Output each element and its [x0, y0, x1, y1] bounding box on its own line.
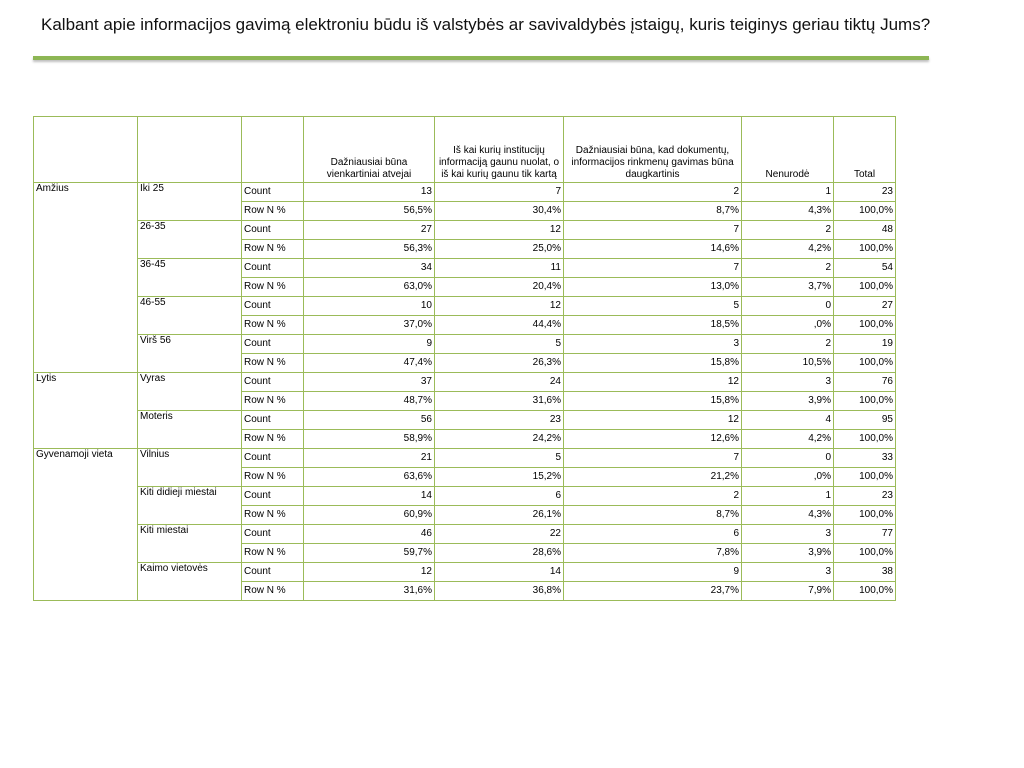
statistic-label: Count [242, 183, 304, 202]
value-total: 54 [834, 259, 896, 278]
value-not-specified: 0 [742, 297, 834, 316]
statistic-label: Count [242, 525, 304, 544]
statistic-label: Row N % [242, 544, 304, 563]
value-repeated: 9 [564, 563, 742, 582]
value-one-time: 56 [304, 411, 435, 430]
value-mixed: 6 [435, 487, 564, 506]
statistic-label: Row N % [242, 430, 304, 449]
value-mixed: 20,4% [435, 278, 564, 297]
value-one-time: 59,7% [304, 544, 435, 563]
variable-label: Amžius [34, 183, 138, 373]
statistic-label: Row N % [242, 278, 304, 297]
value-mixed: 26,3% [435, 354, 564, 373]
value-total: 38 [834, 563, 896, 582]
value-mixed: 12 [435, 297, 564, 316]
value-not-specified: 3 [742, 563, 834, 582]
value-total: 100,0% [834, 202, 896, 221]
value-mixed: 15,2% [435, 468, 564, 487]
value-repeated: 12,6% [564, 430, 742, 449]
table-row-count [34, 335, 896, 354]
statistic-label: Count [242, 563, 304, 582]
header-not-specified: Nenurodė [742, 117, 834, 183]
value-mixed: 14 [435, 563, 564, 582]
value-one-time: 34 [304, 259, 435, 278]
category-label: 26-35 [138, 221, 242, 259]
value-repeated: 7 [564, 449, 742, 468]
value-not-specified: 4,3% [742, 506, 834, 525]
table-row-count [34, 373, 896, 392]
value-one-time: 37,0% [304, 316, 435, 335]
table-header [34, 117, 896, 183]
statistic-label: Row N % [242, 392, 304, 411]
category-label: 46-55 [138, 297, 242, 335]
value-one-time: 14 [304, 487, 435, 506]
value-total: 100,0% [834, 354, 896, 373]
statistic-label: Count [242, 411, 304, 430]
value-total: 23 [834, 487, 896, 506]
variable-label: Gyvenamoji vieta [34, 449, 138, 601]
value-mixed: 11 [435, 259, 564, 278]
value-repeated: 6 [564, 525, 742, 544]
statistic-label: Row N % [242, 240, 304, 259]
value-repeated: 12 [564, 373, 742, 392]
value-repeated: 18,5% [564, 316, 742, 335]
header-one-time: Dažniausiai būna vienkartiniai atvejai [304, 117, 435, 183]
value-not-specified: 1 [742, 487, 834, 506]
statistic-label: Row N % [242, 468, 304, 487]
value-one-time: 37 [304, 373, 435, 392]
crosstab-table [33, 116, 896, 601]
category-label: Vilnius [138, 449, 242, 487]
value-mixed: 26,1% [435, 506, 564, 525]
statistic-label: Count [242, 335, 304, 354]
value-not-specified: 4 [742, 411, 834, 430]
value-not-specified: 3 [742, 525, 834, 544]
header-total: Total [834, 117, 896, 183]
value-one-time: 27 [304, 221, 435, 240]
value-total: 77 [834, 525, 896, 544]
value-one-time: 60,9% [304, 506, 435, 525]
header-mixed: Iš kai kurių institucijų informaciją gaunu nuolat, o iš kai kurių gaunu tik kartą [435, 117, 564, 183]
value-repeated: 7 [564, 221, 742, 240]
value-mixed: 36,8% [435, 582, 564, 601]
value-mixed: 24 [435, 373, 564, 392]
value-repeated: 7,8% [564, 544, 742, 563]
category-label: Kiti didieji miestai [138, 487, 242, 525]
table-row-count [34, 525, 896, 544]
value-repeated: 5 [564, 297, 742, 316]
value-not-specified: 4,2% [742, 430, 834, 449]
statistic-label: Row N % [242, 354, 304, 373]
value-mixed: 5 [435, 335, 564, 354]
slide-title: Kalbant apie informacijos gavimą elektroniu būdu iš valstybės ar savivaldybės įstaigų, kuris teiginys geriau tiktų Jums? [41, 15, 931, 34]
statistic-label: Row N % [242, 202, 304, 221]
value-not-specified: 2 [742, 335, 834, 354]
table-row-count [34, 563, 896, 582]
value-mixed: 24,2% [435, 430, 564, 449]
value-total: 27 [834, 297, 896, 316]
value-not-specified: 0 [742, 449, 834, 468]
table-row-count [34, 183, 896, 202]
value-mixed: 23 [435, 411, 564, 430]
value-mixed: 12 [435, 221, 564, 240]
value-total: 100,0% [834, 544, 896, 563]
value-not-specified: 10,5% [742, 354, 834, 373]
table-row-count [34, 297, 896, 316]
value-one-time: 63,6% [304, 468, 435, 487]
header-repeated: Dažniausiai būna, kad dokumentų, informacijos rinkmenų gavimas būna daugkartinis [564, 117, 742, 183]
value-not-specified: ,0% [742, 468, 834, 487]
value-not-specified: 1 [742, 183, 834, 202]
header-empty-category [138, 117, 242, 183]
statistic-label: Row N % [242, 506, 304, 525]
value-repeated: 13,0% [564, 278, 742, 297]
value-total: 100,0% [834, 240, 896, 259]
value-total: 100,0% [834, 392, 896, 411]
value-one-time: 48,7% [304, 392, 435, 411]
category-label: Iki 25 [138, 183, 242, 221]
value-mixed: 30,4% [435, 202, 564, 221]
statistic-label: Count [242, 373, 304, 392]
value-one-time: 47,4% [304, 354, 435, 373]
statistic-label: Count [242, 449, 304, 468]
value-one-time: 13 [304, 183, 435, 202]
value-repeated: 12 [564, 411, 742, 430]
value-one-time: 56,5% [304, 202, 435, 221]
value-not-specified: 2 [742, 259, 834, 278]
value-one-time: 21 [304, 449, 435, 468]
value-total: 48 [834, 221, 896, 240]
header-empty-statistic [242, 117, 304, 183]
value-mixed: 22 [435, 525, 564, 544]
value-one-time: 31,6% [304, 582, 435, 601]
category-label: Kiti miestai [138, 525, 242, 563]
header-row [34, 117, 896, 183]
value-repeated: 8,7% [564, 506, 742, 525]
value-not-specified: 4,3% [742, 202, 834, 221]
value-total: 100,0% [834, 582, 896, 601]
value-total: 100,0% [834, 506, 896, 525]
value-not-specified: 3,9% [742, 392, 834, 411]
statistic-label: Count [242, 221, 304, 240]
value-total: 95 [834, 411, 896, 430]
value-one-time: 56,3% [304, 240, 435, 259]
value-not-specified: 7,9% [742, 582, 834, 601]
statistic-label: Count [242, 297, 304, 316]
header-empty-variable [34, 117, 138, 183]
value-one-time: 46 [304, 525, 435, 544]
value-mixed: 25,0% [435, 240, 564, 259]
value-total: 100,0% [834, 316, 896, 335]
statistic-label: Row N % [242, 316, 304, 335]
value-total: 23 [834, 183, 896, 202]
value-total: 19 [834, 335, 896, 354]
statistic-label: Count [242, 487, 304, 506]
value-repeated: 2 [564, 183, 742, 202]
statistic-label: Count [242, 259, 304, 278]
value-one-time: 63,0% [304, 278, 435, 297]
category-label: Virš 56 [138, 335, 242, 373]
value-total: 33 [834, 449, 896, 468]
category-label: Moteris [138, 411, 242, 449]
value-repeated: 23,7% [564, 582, 742, 601]
value-mixed: 31,6% [435, 392, 564, 411]
value-repeated: 8,7% [564, 202, 742, 221]
value-repeated: 3 [564, 335, 742, 354]
variable-label: Lytis [34, 373, 138, 449]
table-body [34, 183, 896, 601]
value-mixed: 7 [435, 183, 564, 202]
table-row-count [34, 449, 896, 468]
value-mixed: 28,6% [435, 544, 564, 563]
value-mixed: 44,4% [435, 316, 564, 335]
value-repeated: 2 [564, 487, 742, 506]
value-repeated: 21,2% [564, 468, 742, 487]
statistic-label: Row N % [242, 582, 304, 601]
category-label: 36-45 [138, 259, 242, 297]
category-label: Kaimo vietovės [138, 563, 242, 601]
value-not-specified: 3,9% [742, 544, 834, 563]
value-mixed: 5 [435, 449, 564, 468]
table-row-count [34, 411, 896, 430]
value-repeated: 15,8% [564, 354, 742, 373]
value-not-specified: ,0% [742, 316, 834, 335]
value-total: 100,0% [834, 278, 896, 297]
value-repeated: 14,6% [564, 240, 742, 259]
value-total: 100,0% [834, 468, 896, 487]
table-row-count [34, 221, 896, 240]
value-not-specified: 3 [742, 373, 834, 392]
value-one-time: 9 [304, 335, 435, 354]
value-one-time: 10 [304, 297, 435, 316]
value-repeated: 7 [564, 259, 742, 278]
value-not-specified: 2 [742, 221, 834, 240]
value-one-time: 12 [304, 563, 435, 582]
table-row-count [34, 259, 896, 278]
value-not-specified: 4,2% [742, 240, 834, 259]
category-label: Vyras [138, 373, 242, 411]
value-total: 100,0% [834, 430, 896, 449]
title-divider [33, 56, 929, 60]
value-total: 76 [834, 373, 896, 392]
value-repeated: 15,8% [564, 392, 742, 411]
table-row-count [34, 487, 896, 506]
value-one-time: 58,9% [304, 430, 435, 449]
value-not-specified: 3,7% [742, 278, 834, 297]
